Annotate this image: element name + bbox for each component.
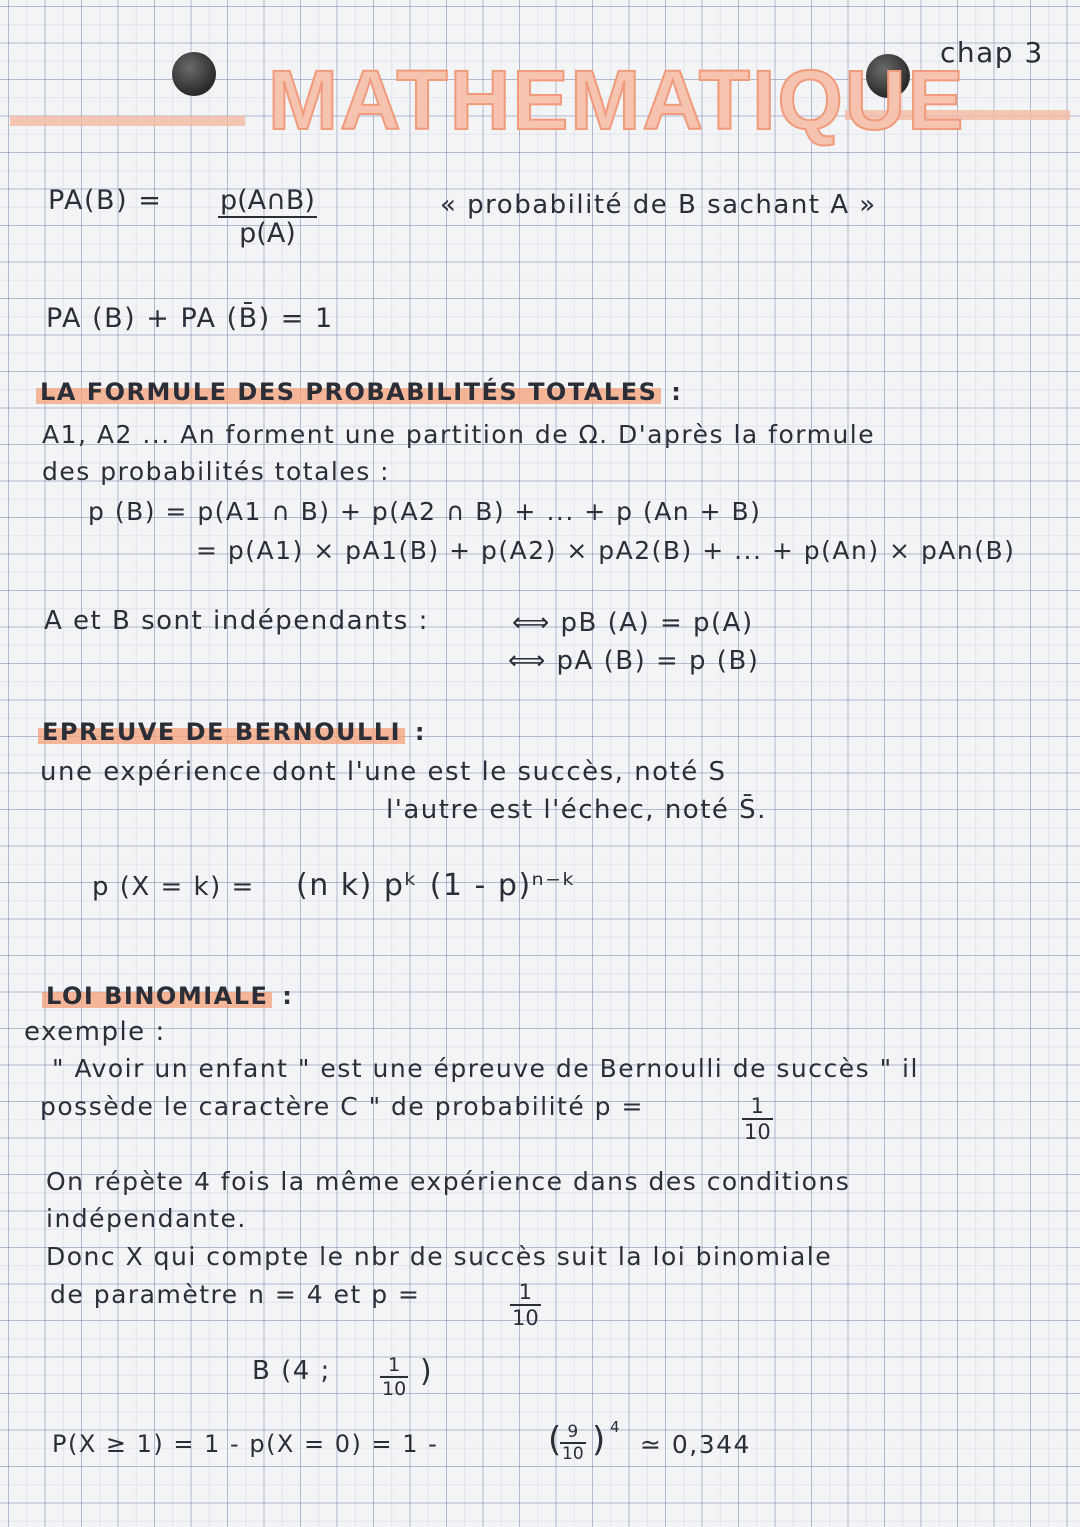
- binomial-law-num: 1: [380, 1354, 408, 1378]
- binomial-final-result: ≃ 0,344: [640, 1430, 751, 1459]
- bernoulli-heading: EPREUVE DE BERNOULLI :: [38, 718, 426, 746]
- binder-hole-left: [172, 52, 216, 96]
- conditional-lhs: PA(B) =: [48, 185, 163, 216]
- total-prob-heading-text: LA FORMULE DES PROBABILITÉS TOTALES: [36, 378, 661, 406]
- binomial-heading: LOI BINOMIALE :: [42, 982, 293, 1010]
- total-prob-intro-1: A1, A2 ... An forment une partition de Ω. D'après la formule: [42, 420, 876, 449]
- binomial-conclude-1: Donc X qui compte le nbr de succès suit la loi binomiale: [46, 1242, 833, 1271]
- binomial-final-exp: 4: [610, 1418, 622, 1436]
- chapter-label: chap 3: [940, 36, 1044, 69]
- independence-eq-2: ⟺ pA (B) = p (B): [508, 646, 760, 676]
- binomial-example-2: possède le caractère C " de probabilité p =: [40, 1092, 644, 1121]
- bernoulli-line-2: l'autre est l'échec, noté S̄.: [386, 795, 767, 825]
- binomial-final-paren: (: [548, 1420, 563, 1460]
- header-rule-left: [10, 116, 245, 126]
- page-title: MATHEMATIQUE: [268, 53, 966, 147]
- binomial-p-num: 1: [742, 1094, 773, 1120]
- binomial-final-fraction: [560, 1422, 586, 1464]
- independence-eq-1: ⟺ pB (A) = p(A): [512, 608, 754, 638]
- binomial-law-close: ): [420, 1354, 434, 1389]
- binomial-repeat-1: On répète 4 fois la même expérience dans des conditions: [46, 1167, 851, 1196]
- total-prob-formula-1: p (B) = p(A1 ∩ B) + p(A2 ∩ B) + ... + p (An + B): [88, 497, 762, 526]
- conditional-fraction-den: p(A): [239, 218, 296, 249]
- bernoulli-heading-text: EPREUVE DE BERNOULLI: [38, 718, 405, 746]
- binomial-param-fraction: [510, 1280, 541, 1330]
- binomial-final-paren-close: ): [592, 1420, 607, 1460]
- binomial-heading-text: LOI BINOMIALE: [42, 982, 272, 1010]
- binomial-param-den: 10: [512, 1306, 539, 1330]
- conditional-fraction: [218, 185, 317, 249]
- binomial-final-num: 9: [560, 1422, 586, 1444]
- complement-rule: PA (B) + PA (B̄) = 1: [46, 303, 334, 334]
- independence-text: A et B sont indépendants :: [44, 606, 429, 636]
- binomial-final-lhs: P(X ≥ 1) = 1 - p(X = 0) = 1 -: [52, 1430, 439, 1458]
- binomial-law-fraction: [380, 1354, 408, 1400]
- binomial-law: B (4 ;: [252, 1356, 331, 1386]
- binomial-law-den: 10: [382, 1378, 407, 1400]
- total-prob-heading: LA FORMULE DES PROBABILITÉS TOTALES :: [36, 378, 682, 406]
- binomial-example-1: " Avoir un enfant " est une épreuve de Bernoulli de succès " il: [52, 1054, 919, 1083]
- binomial-conclude-2: de paramètre n = 4 et p =: [50, 1280, 421, 1309]
- binomial-repeat-2: indépendante.: [46, 1204, 247, 1233]
- total-prob-intro-2: des probabilités totales :: [42, 457, 391, 486]
- binomial-final-den: 10: [562, 1444, 584, 1464]
- bernoulli-line-1: une expérience dont l'une est le succès, noté S: [40, 757, 727, 787]
- conditional-note: « probabilité de B sachant A »: [440, 190, 877, 220]
- total-prob-formula-2: = p(A1) × pA1(B) + p(A2) × pA2(B) + ... + p(An) × pAn(B): [196, 536, 1016, 565]
- conditional-fraction-num: p(A∩B): [220, 185, 315, 216]
- binomial-example-label: exemple :: [24, 1017, 166, 1047]
- binomial-p-den: 10: [744, 1120, 771, 1144]
- bernoulli-formula-lhs: p (X = k) =: [92, 872, 255, 902]
- binomial-p-fraction: [742, 1094, 773, 1144]
- bernoulli-formula-rhs: (n k) pᵏ (1 - p)ⁿ⁻ᵏ: [296, 868, 577, 903]
- binomial-param-num: 1: [510, 1280, 541, 1306]
